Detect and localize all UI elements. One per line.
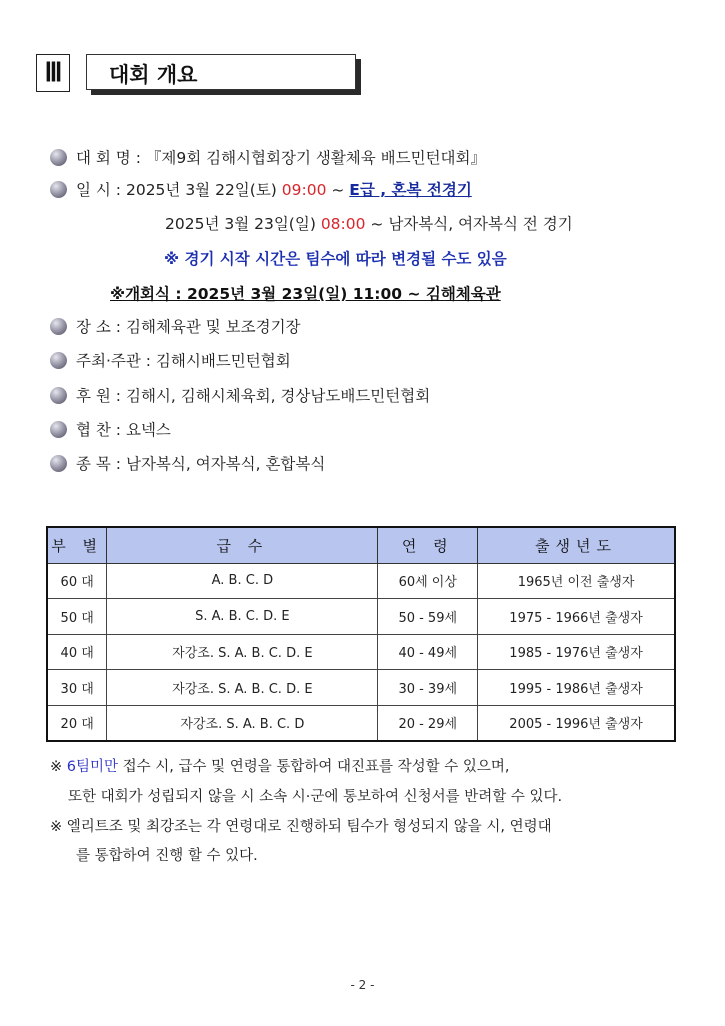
note-2-line-2: 를 통합하여 진행 할 수 있다. <box>76 848 258 864</box>
date-note <box>164 247 507 271</box>
opening-text: ※개회식 : 2025년 3월 23일(일) 11:00 ~ 김해체육관 <box>110 285 501 303</box>
header-grade: 급 수 <box>107 527 378 563</box>
cell-birth-year: 1985 - 1976년 출생자 <box>478 634 675 670</box>
date1-event: E급 , 혼복 전경기 <box>349 181 472 199</box>
host-value: 김해시배드민턴협회 <box>155 352 291 370</box>
cell-grade: S. A. B. C. D. E <box>107 599 378 635</box>
date-label: 일 시 : <box>76 181 122 199</box>
date-note-text: ※ 경기 시작 시간은 팀수에 따라 변경될 수도 있음 <box>164 250 507 268</box>
cell-birth-year: 1965년 이전 출생자 <box>478 563 675 599</box>
bullet-icon <box>50 181 67 198</box>
events-label: 종 목 : <box>76 455 122 473</box>
cell-age: 20 - 29세 <box>378 705 478 741</box>
note-1-rest: 접수 시, 급수 및 연령을 통합하여 대진표를 작성할 수 있으며, <box>118 759 510 775</box>
events-value: 남자복식, 여자복식, 혼합복식 <box>125 455 326 473</box>
note-1-line-1 <box>50 756 510 778</box>
section-number: Ⅲ <box>36 54 70 92</box>
date2-rest: ~ 남자복식, 여자복식 전 경기 <box>365 215 573 233</box>
table-row <box>47 563 675 599</box>
date2-prefix: 2025년 3월 23일(일) <box>165 215 321 233</box>
note-1-mark: ※ <box>50 759 67 775</box>
section-title-box <box>86 54 356 90</box>
name-value: 『제9회 김해시협회장기 생활체육 배드민턴대회』 <box>145 149 487 167</box>
note-1-line-2: 또한 대회가 성립되지 않을 시 소속 시·군에 통보하여 신청서를 반려할 수 있다. <box>68 789 563 805</box>
table-row <box>47 670 675 706</box>
date1-sep: ~ <box>326 181 350 199</box>
table-row <box>47 634 675 670</box>
bullet-icon <box>50 149 67 166</box>
cell-division: 60 대 <box>47 563 107 599</box>
bullet-icon <box>50 421 67 438</box>
cell-grade: 자강조. S. A. B. C. D. E <box>107 670 378 706</box>
bullet-icon <box>50 387 67 404</box>
cell-grade: 자강조. S. A. B. C. D. E <box>107 634 378 670</box>
date1-time: 09:00 <box>281 181 327 199</box>
info-row-host <box>50 349 291 373</box>
sponsor-label: 후 원 : <box>76 387 122 405</box>
info-row-name <box>50 146 486 170</box>
support-label: 협 찬 : <box>76 421 122 439</box>
page-number: - 2 - <box>350 978 375 992</box>
table-header-row <box>47 527 675 563</box>
cell-birth-year: 2005 - 1996년 출생자 <box>478 705 675 741</box>
division-table <box>46 526 676 742</box>
info-row-date <box>50 178 472 202</box>
cell-division: 30 대 <box>47 670 107 706</box>
bullet-icon <box>50 352 67 369</box>
cell-birth-year: 1995 - 1986년 출생자 <box>478 670 675 706</box>
header-division: 부 별 <box>47 527 107 563</box>
table-row <box>47 705 675 741</box>
info-row-support <box>50 418 171 442</box>
info-row-venue <box>50 315 301 339</box>
cell-grade: 자강조. S. A. B. C. D <box>107 705 378 741</box>
venue-value: 김해체육관 및 보조경기장 <box>125 318 301 336</box>
header-age: 연 령 <box>378 527 478 563</box>
bullet-icon <box>50 455 67 472</box>
cell-birth-year: 1975 - 1966년 출생자 <box>478 599 675 635</box>
cell-division: 40 대 <box>47 634 107 670</box>
note-1-highlight: 6팀미만 <box>66 759 119 775</box>
header-birth-year: 출생년도 <box>478 527 675 563</box>
host-label: 주최·주관 : <box>76 352 151 370</box>
info-row-events <box>50 452 325 476</box>
note-2-line-1: ※ 엘리트조 및 최강조는 각 연령대로 진행하되 팀수가 형성되지 않을 시, 연령대 <box>50 819 552 835</box>
cell-age: 50 - 59세 <box>378 599 478 635</box>
table-row <box>47 599 675 635</box>
cell-division: 20 대 <box>47 705 107 741</box>
support-value: 요넥스 <box>125 421 171 439</box>
opening-row <box>110 282 501 306</box>
cell-age: 40 - 49세 <box>378 634 478 670</box>
sponsor-value: 김해시, 김해시체육회, 경상남도배드민턴협회 <box>125 387 431 405</box>
section-title: 대회 개요 <box>109 63 198 87</box>
info-row-date2 <box>165 212 573 236</box>
cell-age: 30 - 39세 <box>378 670 478 706</box>
cell-grade: A. B. C. D <box>107 563 378 599</box>
venue-label: 장 소 : <box>76 318 122 336</box>
bullet-icon <box>50 318 67 335</box>
date2-time: 08:00 <box>320 215 366 233</box>
cell-age: 60세 이상 <box>378 563 478 599</box>
name-label: 대 회 명 : <box>76 149 141 167</box>
info-row-sponsor <box>50 384 430 408</box>
date1-prefix: 2025년 3월 22일(토) <box>125 181 282 199</box>
cell-division: 50 대 <box>47 599 107 635</box>
